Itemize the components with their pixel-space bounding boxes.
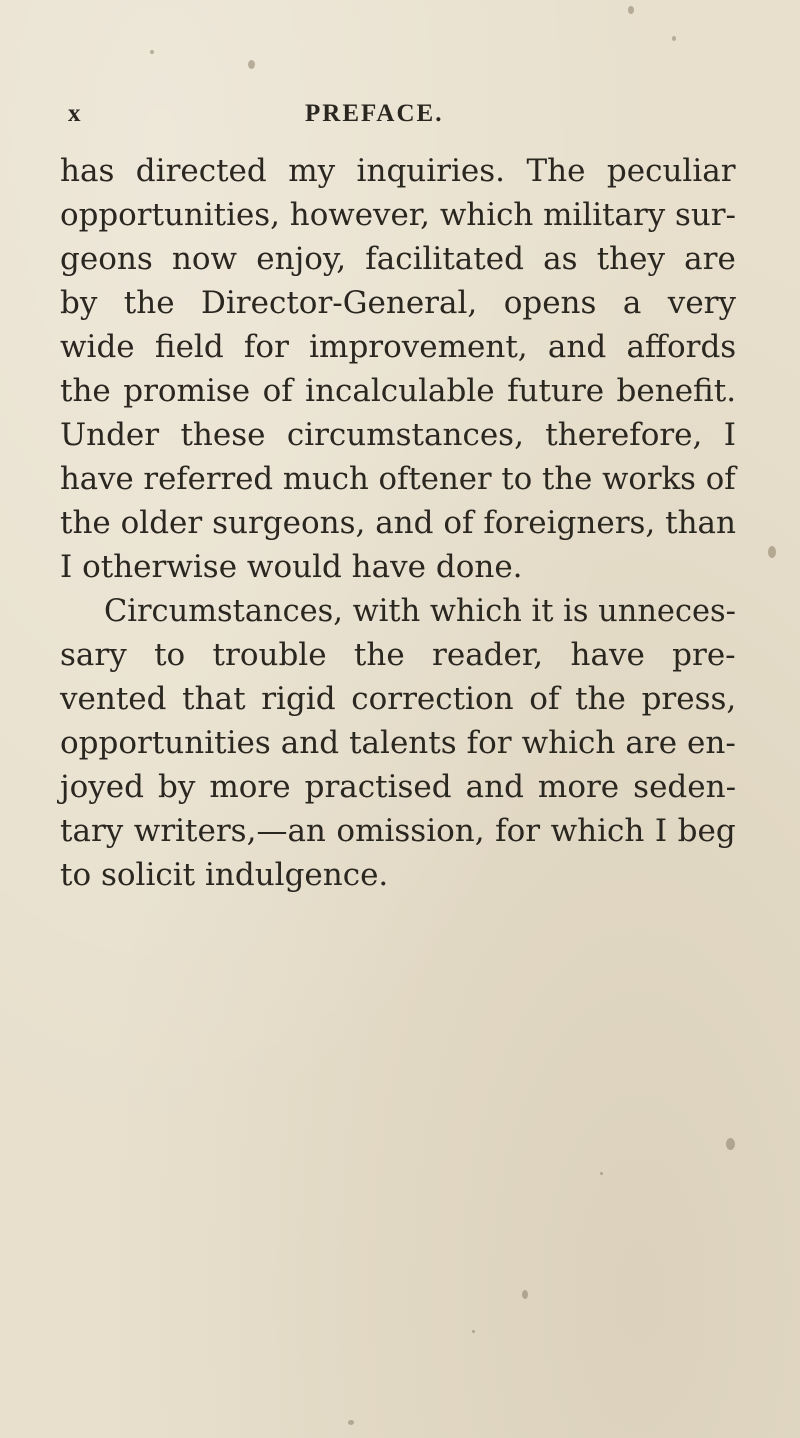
paper-speck	[600, 1172, 603, 1175]
text-line: by the Director-General, opens a very	[60, 285, 736, 321]
text-line: wide field for improvement, and affords	[60, 329, 737, 365]
text-line: the promise of incalculable future benefit.	[60, 373, 737, 409]
text-line: have referred much oftener to the works of	[60, 461, 736, 497]
paper-speck	[522, 1290, 528, 1299]
running-head	[68, 100, 740, 140]
text-line: has directed my inquiries. The peculiar	[60, 153, 736, 189]
paper-speck	[672, 36, 676, 41]
text-line: vented that rigid correction of the press,	[60, 681, 737, 717]
text-line: Under these circumstances, therefore, I	[60, 417, 736, 453]
text-line: sary to trouble the reader, have pre-	[60, 637, 736, 673]
text-line: tary writers,—an omission, for which I beg	[60, 813, 736, 849]
paper-speck	[150, 50, 154, 54]
text-line: joyed by more practised and more seden-	[60, 769, 737, 805]
paper-speck	[768, 546, 776, 558]
text-line: to solicit indulgence.	[60, 857, 389, 893]
text-line: geons now enjoy, facilitated as they are	[60, 241, 736, 277]
running-title: PREFACE.	[305, 100, 444, 127]
text-line: Circumstances, with which it is unneces-	[104, 593, 736, 629]
text-line: I otherwise would have done.	[60, 549, 523, 585]
paper-speck	[472, 1330, 475, 1333]
paper-speck	[628, 6, 634, 14]
text-line: opportunities, however, which military sur-	[60, 197, 736, 233]
text-line: opportunities and talents for which are en-	[60, 725, 736, 761]
paper-speck	[726, 1138, 735, 1150]
text-line: the older surgeons, and of foreigners, than	[60, 505, 737, 541]
paper-speck	[348, 1420, 354, 1425]
paper-speck	[248, 60, 255, 69]
page-number: x	[68, 100, 82, 127]
